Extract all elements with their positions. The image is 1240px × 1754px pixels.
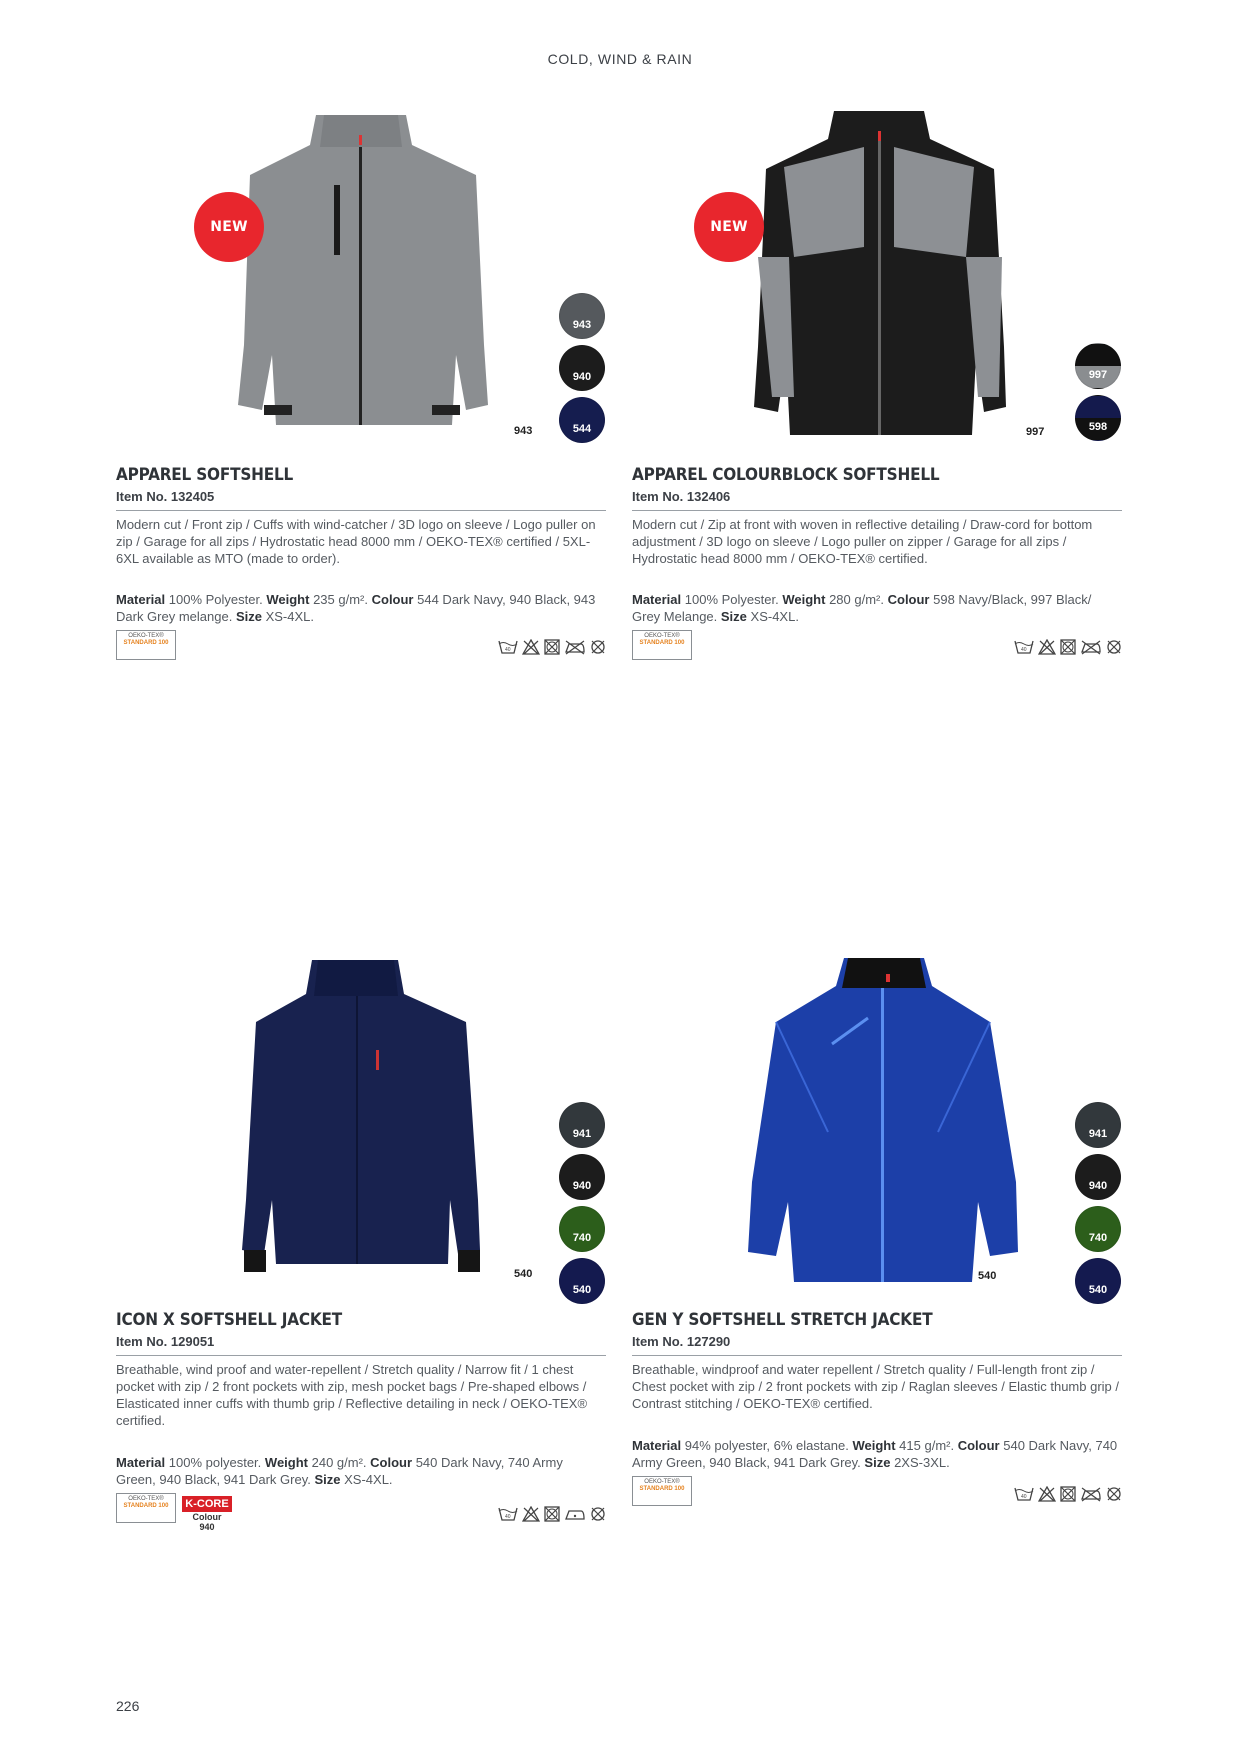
no-iron-icon: [564, 639, 586, 655]
product-title: APPAREL COLOURBLOCK SOFTSHELL: [632, 465, 940, 485]
no-tumble-dry-icon: [1060, 1486, 1076, 1502]
no-dry-clean-icon: [590, 1506, 606, 1522]
k-core-label: K-CORE Colour 940: [182, 1494, 232, 1532]
colour-swatch[interactable]: 540: [559, 1258, 605, 1304]
wash-40-icon: [1014, 1486, 1034, 1502]
product-specs: Material 100% Polyester. Weight 280 g/m². Colour 598 Navy/Black, 997 Black/ Grey Melange. Size XS-4XL.: [632, 592, 1092, 624]
colour-swatch[interactable]: 997: [1075, 343, 1121, 389]
product-card: [116, 940, 606, 1540]
colour-swatches: [1075, 1102, 1121, 1310]
no-tumble-dry-icon: [544, 1506, 560, 1522]
divider: [632, 1355, 1122, 1356]
care-symbols: [1014, 639, 1122, 657]
product-description: Breathable, wind proof and water-repellent / Stretch quality / Narrow fit / 1 chest pocket with zip / 2 front pockets with zip, mesh pocket bags / Pre-shaped elbows / Elasticated inner cuffs with thumb grip / Reflective detailing in neck / OEKO-TEX® certified.: [116, 1362, 588, 1428]
no-iron-icon: [1080, 639, 1102, 655]
iron-low-icon: [564, 1506, 586, 1522]
product-description: Breathable, windproof and water repellent / Stretch quality / Full-length front zip / Chest pocket with zip / 2 front pockets with zip / Raglan sleeves / Elastic thumb grip / Contrast stitching / OEKO-TEX® certified.: [632, 1362, 1119, 1411]
wash-40-icon: [498, 639, 518, 655]
colour-swatch[interactable]: 540: [1075, 1258, 1121, 1304]
no-bleach-icon: [522, 639, 540, 655]
item-number: Item No. 129051: [116, 1334, 215, 1349]
product-photo-jacket: [226, 105, 496, 435]
item-number: Item No. 132405: [116, 489, 215, 504]
product-title: ICON X SOFTSHELL JACKET: [116, 1310, 343, 1330]
product-photo-jacket: [728, 952, 1028, 1292]
colour-swatch[interactable]: 544: [559, 397, 605, 443]
oeko-tex-label: OEKO-TEX® STANDARD 100: [116, 630, 176, 660]
colour-swatch[interactable]: 598: [1075, 395, 1121, 441]
divider: [632, 510, 1122, 511]
product-photo-jacket: [744, 107, 1014, 437]
product-description: Modern cut / Zip at front with woven in reflective detailing / Draw-cord for bottom adjustment / 3D logo on sleeve / Logo puller on zipper / Garage for all zips / Hydrostatic head 8000 mm / OEKO-TEX® certified.: [632, 517, 1093, 566]
wash-40-icon: [1014, 639, 1034, 655]
product-specs: Material 100% polyester. Weight 240 g/m². Colour 540 Dark Navy, 740 Army Green, 940 Black, 941 Dark Grey. Size XS-4XL.: [116, 1455, 563, 1487]
svg-text:40: 40: [505, 1514, 511, 1520]
care-symbols: [498, 639, 606, 657]
product-card: [632, 940, 1122, 1540]
colour-swatches: [559, 293, 605, 449]
product-card: [116, 95, 606, 665]
product-title: GEN Y SOFTSHELL STRETCH JACKET: [632, 1310, 933, 1330]
care-symbols: [1014, 1486, 1122, 1504]
divider: [116, 1355, 606, 1356]
page-header: COLD, WIND & RAIN: [547, 51, 693, 67]
no-bleach-icon: [522, 1506, 540, 1522]
product-description: Modern cut / Front zip / Cuffs with wind-catcher / 3D logo on sleeve / Logo puller on zip / Garage for all zips / Hydrostatic head 8000 mm / OEKO-TEX® certified / 5XL-6XL available as MTO (made to order).: [116, 517, 596, 566]
product-photo-jacket: [226, 950, 496, 1290]
svg-text:40: 40: [1021, 647, 1027, 653]
colour-swatches: [1075, 343, 1121, 447]
new-badge: NEW: [194, 192, 264, 262]
wash-40-icon: [498, 1506, 518, 1522]
oeko-tex-label: OEKO-TEX® STANDARD 100: [632, 1476, 692, 1506]
no-dry-clean-icon: [1106, 639, 1122, 655]
oeko-tex-label: OEKO-TEX® STANDARD 100: [632, 630, 692, 660]
colour-swatch[interactable]: 740: [1075, 1206, 1121, 1252]
no-tumble-dry-icon: [544, 639, 560, 655]
no-bleach-icon: [1038, 1486, 1056, 1502]
colour-swatch[interactable]: 941: [559, 1102, 605, 1148]
colour-swatch[interactable]: 941: [1075, 1102, 1121, 1148]
photo-colour-code: 540: [514, 1268, 533, 1280]
no-tumble-dry-icon: [1060, 639, 1076, 655]
colour-swatches: [559, 1102, 605, 1310]
photo-colour-code: 540: [978, 1270, 997, 1282]
colour-swatch[interactable]: 740: [559, 1206, 605, 1252]
photo-colour-code: 997: [1026, 426, 1045, 438]
photo-colour-code: 943: [514, 425, 533, 437]
new-badge: NEW: [694, 192, 764, 262]
svg-text:40: 40: [505, 647, 511, 653]
item-number: Item No. 132406: [632, 489, 731, 504]
colour-swatch[interactable]: 940: [1075, 1154, 1121, 1200]
care-symbols: [498, 1506, 606, 1524]
divider: [116, 510, 606, 511]
colour-swatch[interactable]: 940: [559, 1154, 605, 1200]
svg-text:40: 40: [1021, 1494, 1027, 1500]
product-specs: Material 100% Polyester. Weight 235 g/m². Colour 544 Dark Navy, 940 Black, 943 Dark Grey melange. Size XS-4XL.: [116, 592, 596, 624]
no-dry-clean-icon: [590, 639, 606, 655]
colour-swatch[interactable]: 943: [559, 293, 605, 339]
oeko-tex-label: OEKO-TEX® STANDARD 100: [116, 1493, 176, 1523]
colour-swatch[interactable]: 940: [559, 345, 605, 391]
page-number: 226: [116, 1698, 140, 1714]
item-number: Item No. 127290: [632, 1334, 731, 1349]
product-card: [632, 95, 1122, 665]
product-title: APPAREL SOFTSHELL: [116, 465, 294, 485]
no-bleach-icon: [1038, 639, 1056, 655]
product-specs: Material 94% polyester, 6% elastane. Weight 415 g/m². Colour 540 Dark Navy, 740 Army Green, 940 Black, 941 Dark Grey. Size 2XS-3XL.: [632, 1438, 1118, 1470]
no-dry-clean-icon: [1106, 1486, 1122, 1502]
no-iron-icon: [1080, 1486, 1102, 1502]
